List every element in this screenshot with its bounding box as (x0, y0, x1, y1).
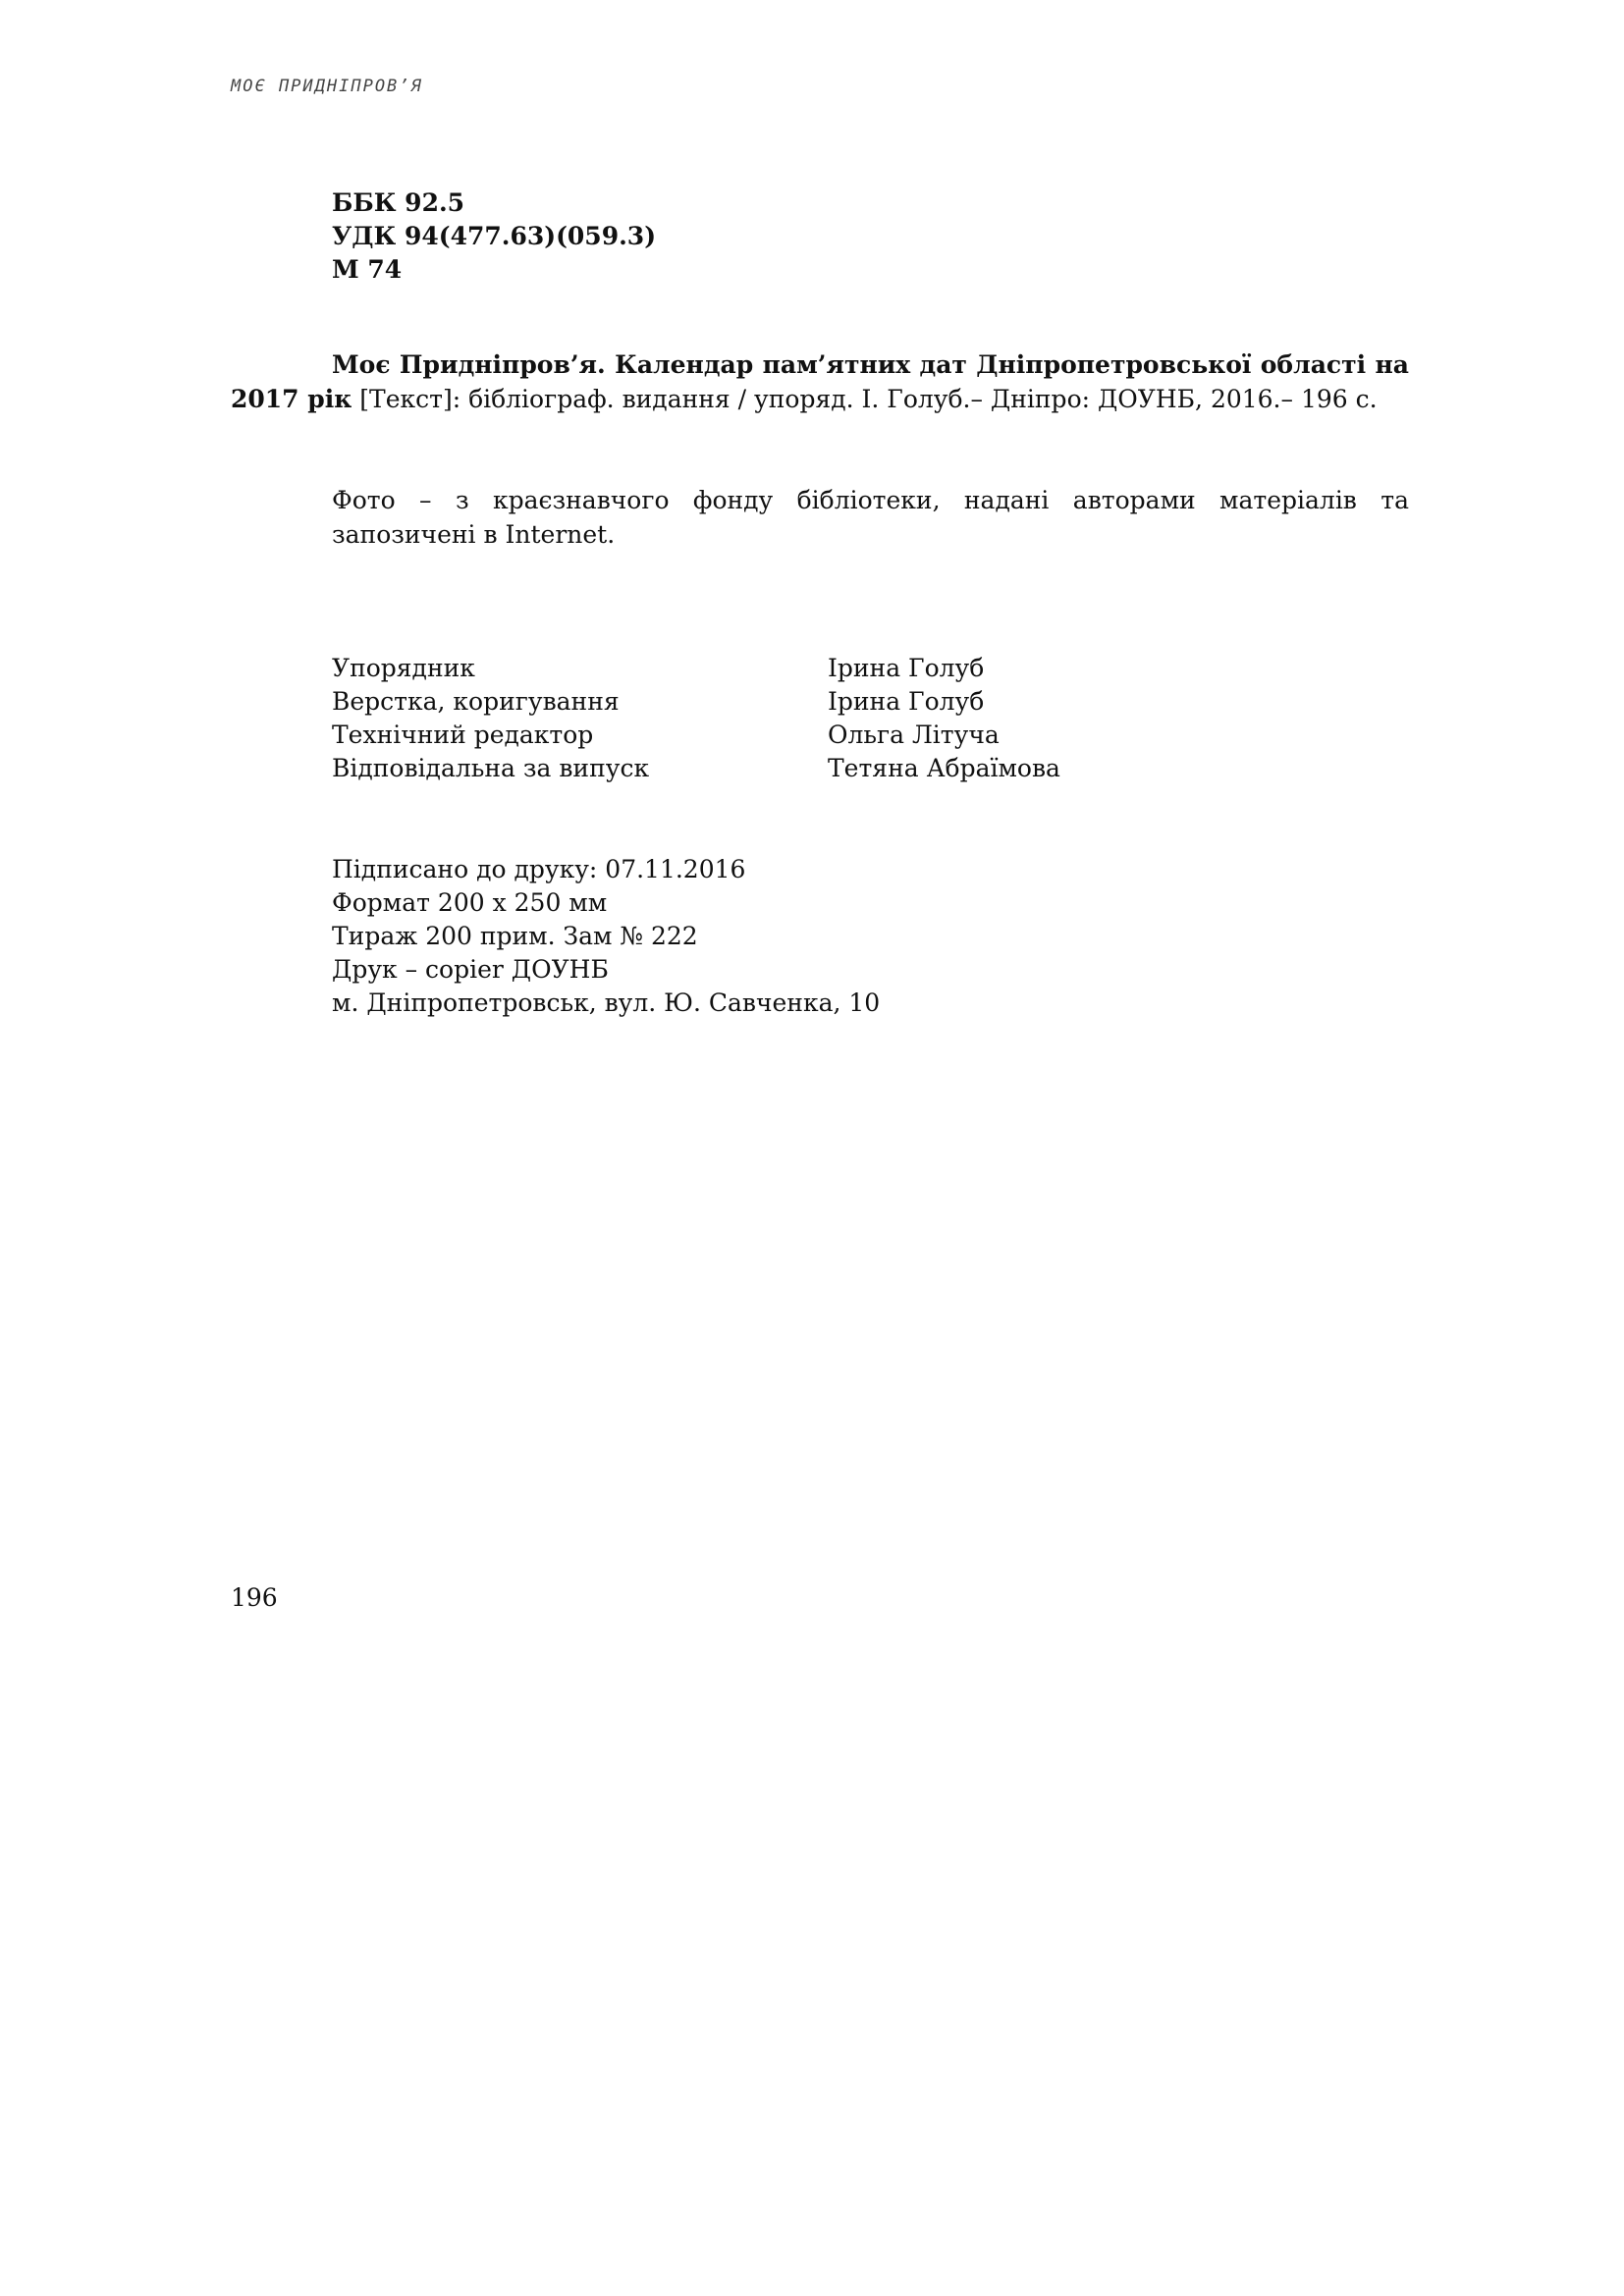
running-header: МОЄ ПРИДНІПРОВ’Я (231, 77, 423, 96)
citation-title: Моє Придніпров’я. Календар пам’ятних дат Дніпропетровської області на 2017 рік (231, 350, 1409, 413)
photo-note: Фото – з краєзнавчого фонду бібліотеки, надані авторами матеріалів та запозичені в Internet. (332, 486, 1409, 549)
page-number: 196 (231, 1583, 278, 1612)
credit-person: Ірина Голуб (828, 687, 985, 716)
credit-person: Тетяна Абраїмова (828, 754, 1060, 782)
imprint-address: м. Дніпропетровськ, вул. Ю. Савченка, 10 (332, 988, 881, 1017)
credit-role: Верстка, коригування (332, 687, 620, 716)
citation-details: [Текст]: бібліограф. видання / упоряд. І. Голуб.– Дніпро: ДОУНБ, 2016.– 196 с. (352, 385, 1378, 413)
author-mark: М 74 (332, 255, 403, 284)
credit-row (332, 652, 1060, 685)
credit-row (332, 685, 1060, 719)
udk-code: УДК 94(477.63)(059.3) (332, 222, 657, 250)
credit-role: Технічний редактор (332, 721, 594, 749)
credit-row (332, 752, 1060, 785)
credit-person: Ольга Літуча (828, 721, 1000, 749)
imprint-format: Формат 200 х 250 мм (332, 888, 608, 917)
credit-role: Відповідальна за випуск (332, 754, 650, 782)
imprint-signed: Підписано до друку: 07.11.2016 (332, 855, 746, 883)
imprint-print-run: Тираж 200 прим. Зам № 222 (332, 922, 698, 950)
credit-role: Упорядник (332, 654, 475, 682)
credit-person: Ірина Голуб (828, 654, 985, 682)
classification-codes (332, 187, 656, 287)
bbk-code: ББК 92.5 (332, 188, 465, 217)
imprint-block (332, 853, 880, 1020)
credit-row (332, 719, 1060, 752)
imprint-printing: Друк – copier ДОУНБ (332, 955, 609, 984)
bibliographic-citation (231, 347, 1409, 416)
credits-list (332, 652, 1060, 785)
